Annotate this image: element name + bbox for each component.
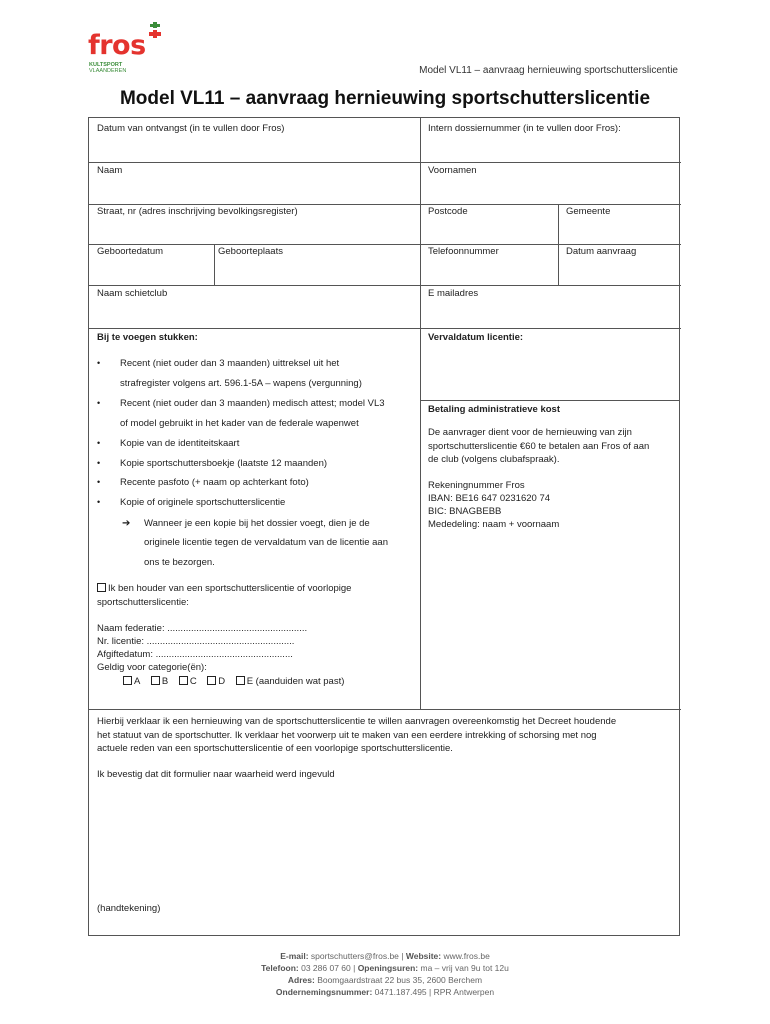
bullet: • bbox=[97, 358, 101, 368]
logo-subtitle-1: KULTSPORT bbox=[89, 62, 123, 68]
bank-line: BIC: BNAGBEBB bbox=[428, 506, 502, 517]
footer-uren-label: Openingsuren: bbox=[357, 963, 419, 973]
footer-email-label: E-mail: bbox=[280, 951, 309, 961]
voornamen-label: Voornamen bbox=[428, 165, 477, 176]
houder-checkbox[interactable] bbox=[97, 583, 106, 592]
bank-line: IBAN: BE16 647 0231620 74 bbox=[428, 493, 551, 504]
verklaring-line: Hierbij verklaar ik een hernieuwing van de sportschutterslicentie te willen aanvragen overeenkomstig het Decreet houdende bbox=[97, 716, 617, 727]
vervaldatum-label: Vervaldatum licentie: bbox=[428, 332, 524, 343]
bullet: • bbox=[97, 438, 101, 448]
geboortedatum-label: Geboortedatum bbox=[97, 246, 164, 257]
nr-licentie-field[interactable]: Nr. licentie: ........................................................ bbox=[97, 636, 295, 647]
logo-cross-icon bbox=[148, 22, 162, 42]
bullet: • bbox=[97, 477, 101, 487]
category-d-label: D bbox=[218, 676, 226, 687]
schietclub-label: Naam schietclub bbox=[97, 288, 168, 299]
naam-label: Naam bbox=[97, 165, 123, 176]
verklaring-line: het statuut van de sportschutter. Ik verklaar het voorwerp uit te maken van een eerdere intrekking of schorsing met nog bbox=[97, 730, 597, 741]
handtekening-label: (handtekening) bbox=[97, 903, 161, 914]
logo-subtitle-2: VLAANDEREN bbox=[89, 68, 127, 74]
houder-text: Ik ben houder van een sportschutterslicentie of voorlopige bbox=[108, 583, 352, 594]
footer-website-label: Website: bbox=[405, 951, 442, 961]
stukken-item: Kopie of originele sportschutterslicentie bbox=[120, 497, 286, 508]
telefoon-label: Telefoonnummer bbox=[428, 246, 499, 257]
category-options bbox=[123, 676, 344, 687]
bullet: • bbox=[97, 398, 101, 408]
datum-ontvangst-label: Datum van ontvangst (in te vullen door Fros) bbox=[97, 123, 285, 134]
arrow-note-line: originele licentie tegen de vervaldatum van de licentie aan bbox=[144, 537, 388, 548]
geldig-label: Geldig voor categorie(ën): bbox=[97, 662, 207, 673]
category-a-checkbox[interactable] bbox=[123, 676, 132, 685]
betaling-line: de club (volgens clubafspraak). bbox=[428, 454, 560, 465]
category-a-label: A bbox=[134, 676, 141, 687]
footer-adres-label: Adres: bbox=[287, 975, 315, 985]
houder-line-2: sportschutterslicentie: bbox=[97, 597, 189, 608]
footer-rpr: RPR Antwerpen bbox=[433, 987, 495, 997]
footer-line-4: Ondernemingsnummer: 0471.187.495 | RPR Antwerpen bbox=[275, 987, 495, 997]
footer-tel-label: Telefoon: bbox=[261, 963, 299, 973]
fros-logo bbox=[88, 22, 178, 78]
stukken-item: of model gebruikt in het kader van de federale wapenwet bbox=[120, 418, 359, 429]
bevestig-text: Ik bevestig dat dit formulier naar waarheid werd ingevuld bbox=[97, 769, 335, 780]
verklaring-line: actuele reden van een sportschutterslicentie of een voorlopige sportschutterslicentie. bbox=[97, 743, 453, 754]
footer-line-3 bbox=[0, 974, 770, 986]
footer-line-1: E-mail: sportschutters@fros.be | Website: www.fros.be bbox=[280, 951, 490, 961]
bullet: • bbox=[97, 458, 101, 468]
bullet: • bbox=[97, 497, 101, 507]
stukken-item: Recent (niet ouder dan 3 maanden) uittreksel uit het bbox=[120, 358, 340, 369]
footer-line-2: Telefoon: 03 286 07 60 | Openingsuren: ma – vrij van 9u tot 12u bbox=[261, 963, 509, 973]
geboorteplaats-label: Geboorteplaats bbox=[218, 246, 283, 257]
page-footer bbox=[0, 950, 770, 998]
gemeente-label: Gemeente bbox=[566, 206, 611, 217]
bank-line: Rekeningnummer Fros bbox=[428, 480, 525, 491]
arrow-note-line: ons te bezorgen. bbox=[144, 557, 215, 568]
stukken-item: Recent (niet ouder dan 3 maanden) medisch attest; model VL3 bbox=[120, 398, 385, 409]
footer-uren: ma – vrij van 9u tot 12u bbox=[420, 963, 509, 973]
footer-adres: Boomgaardstraat 22 bus 35, 2600 Berchem bbox=[317, 975, 483, 985]
betaling-line: De aanvrager dient voor de hernieuwing van zijn bbox=[428, 427, 632, 438]
category-e-checkbox[interactable] bbox=[236, 676, 245, 685]
application-form bbox=[88, 117, 680, 936]
stukken-item: Kopie van de identiteitskaart bbox=[120, 438, 240, 449]
category-e-label: E (aanduiden wat past) bbox=[246, 676, 345, 687]
stukken-item: Kopie sportschuttersboekje (laatste 12 maanden) bbox=[120, 458, 328, 469]
category-b-checkbox[interactable] bbox=[151, 676, 160, 685]
stukken-item: Recente pasfoto (+ naam op achterkant foto) bbox=[120, 477, 309, 488]
afgiftedatum-field[interactable]: Afgiftedatum: .................................................... bbox=[97, 649, 293, 660]
naam-federatie-field[interactable]: Naam federatie: ..................................................... bbox=[97, 623, 308, 634]
postcode-label: Postcode bbox=[428, 206, 468, 217]
category-c-label: C bbox=[189, 676, 197, 687]
footer-ondernemingsnr: 0471.187.495 bbox=[374, 987, 427, 997]
straat-label: Straat, nr (adres inschrijving bevolkingsregister) bbox=[97, 206, 298, 217]
category-b-label: B bbox=[161, 676, 169, 687]
betaling-heading: Betaling administratieve kost bbox=[428, 404, 560, 415]
betaling-line: sportschutterslicentie €60 te betalen aan Fros of aan bbox=[428, 441, 650, 452]
logo-wordmark: fros bbox=[88, 30, 146, 61]
dossiernummer-label: Intern dossiernummer (in te vullen door Fros): bbox=[428, 123, 621, 134]
footer-tel: 03 286 07 60 bbox=[301, 963, 351, 973]
category-d-checkbox[interactable] bbox=[207, 676, 216, 685]
footer-website[interactable]: www.fros.be bbox=[443, 951, 490, 961]
arrow-right-icon: ➔ bbox=[122, 518, 131, 529]
email-label: E mailadres bbox=[428, 288, 479, 299]
houder-line bbox=[97, 583, 351, 594]
page-title: Model VL11 – aanvraag hernieuwing sportschutterslicentie bbox=[119, 88, 651, 109]
category-c-checkbox[interactable] bbox=[179, 676, 188, 685]
header-reference: Model VL11 – aanvraag hernieuwing sportschutterslicentie bbox=[419, 65, 678, 76]
footer-ondernemingsnr-label: Ondernemingsnummer: bbox=[275, 987, 373, 997]
arrow-note-line: Wanneer je een kopie bij het dossier voegt, dien je de bbox=[144, 518, 370, 529]
datum-aanvraag-label: Datum aanvraag bbox=[566, 246, 637, 257]
footer-email[interactable]: sportschutters@fros.be bbox=[310, 951, 399, 961]
bank-line: Mededeling: naam + voornaam bbox=[428, 519, 560, 530]
stukken-heading: Bij te voegen stukken: bbox=[97, 332, 198, 343]
stukken-item: strafregister volgens art. 596.1-5A – wapens (vergunning) bbox=[120, 378, 362, 389]
